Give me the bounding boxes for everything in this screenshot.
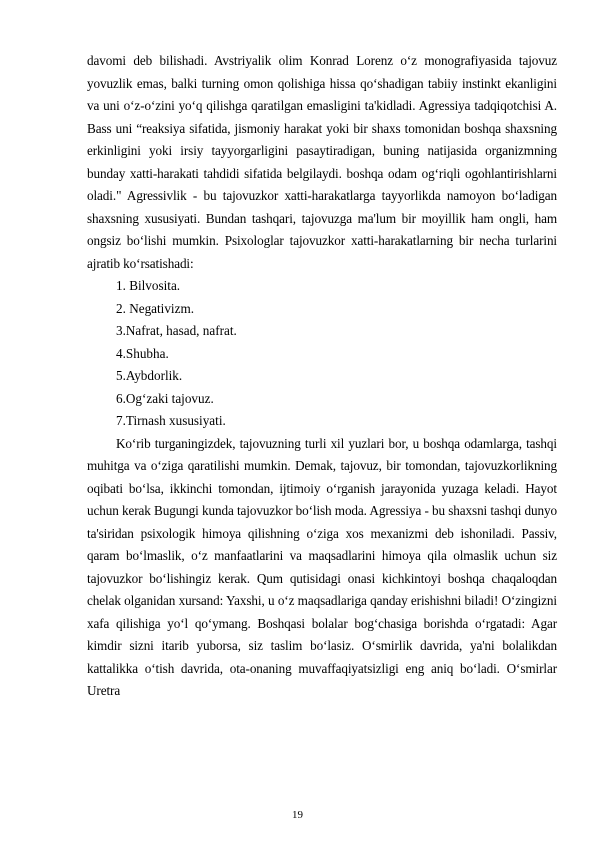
aggression-types-list [87,275,557,433]
list-item: 1. Bilvosita. [116,278,181,293]
list-item: 3.Nafrat, hasad, nafrat. [116,323,237,338]
list-item: 4.Shubha. [116,345,169,361]
page-number: 19 [292,809,303,821]
list-item: 6.Og‘zaki tajovuz. [116,390,214,406]
list-item: 2. Negativizm. [116,300,195,316]
page-body [87,50,557,703]
list-item: 5.Aybdorlik. [116,368,183,383]
body-paragraph-2: Ko‘rib turganingizdek, tajovuzning turli xil yuzlari bor, u boshqa odamlarga, tashqi muhitga va o‘ziga qaratilishi mumkin. Demak, tajovuz, bir tomondan, tajovuzkorlikning oqibati bo‘lsa, ikkinchi tomondan, ijtimoiy o‘rganish jarayonida yuzaga keladi. Hayot uchun kerak Bugungi kunda tajovuzkor bo‘lish moda. Agressiya - bu shaxsni tashqi dunyo ta'siridan psixologik himoya qilishning o‘ziga xos mexanizmi deb ishoniladi. Passiv, qaram bo‘lmaslik, o‘z manfaatlarini va maqsadlarini himoya qila olmaslik uchun siz tajovuzkor bo‘lishingiz kerak. Qum qutisidagi onasi kichkintoyi boshqa chaqaloqdan chelak olganidan xursand: Yaxshi, u o‘z maqsadlariga qanday erishishni biladi! O‘zingizni xafa qilishiga yo‘l qo‘ymang. Boshqasi bolalar bog‘chasiga borishda o‘rgatadi: Agar kimdir sizni itarib yuborsa, siz taslim bo‘lasiz. O‘smirlik davrida, ya'ni bolalikdan kattalikka o‘tish davrida, ota-onaning muvaffaqiyatsizligi eng aniq bo‘ladi. O‘smirlar Uretra [87,435,557,698]
body-paragraph-1: davomi deb bilishadi. Avstriyalik olim Konrad Lorenz o‘z monografiyasida tajovuz yovuzlik emas, balki turning omon qolishiga hissa qo‘shadigan tabiiy instinkt ekanligini va uni o‘z-o‘zini yo‘q qilishga qaratilgan emasligini ta'kidladi. Agressiya tadqiqotchisi A. Bass uni “reaksiya sifatida, jismoniy harakat yoki bir shaxs tomonidan boshqa shaxsning erkinligini yoki irsiy tayyorgarligini pasaytiradigan, buning natijasida organizmning bunday xatti-harakati tahdidi sifatida belgilaydi. boshqa odam og‘riqli ogohlantirishlarni oladi." Agressivlik - bu tajovuzkor xatti-harakatlarga tayyorlikda namoyon bo‘ladigan shaxsning xususiyati. Bundan tashqari, tajovuzga ma'lum bir moyillik ham ongli, ham ongsiz bo‘lishi mumkin. Psixologlar tajovuzkor xatti-harakatlarning bir necha turlarini ajratib ko‘rsatishadi: [87,53,557,271]
list-item: 7.Tirnash xususiyati. [116,413,226,428]
